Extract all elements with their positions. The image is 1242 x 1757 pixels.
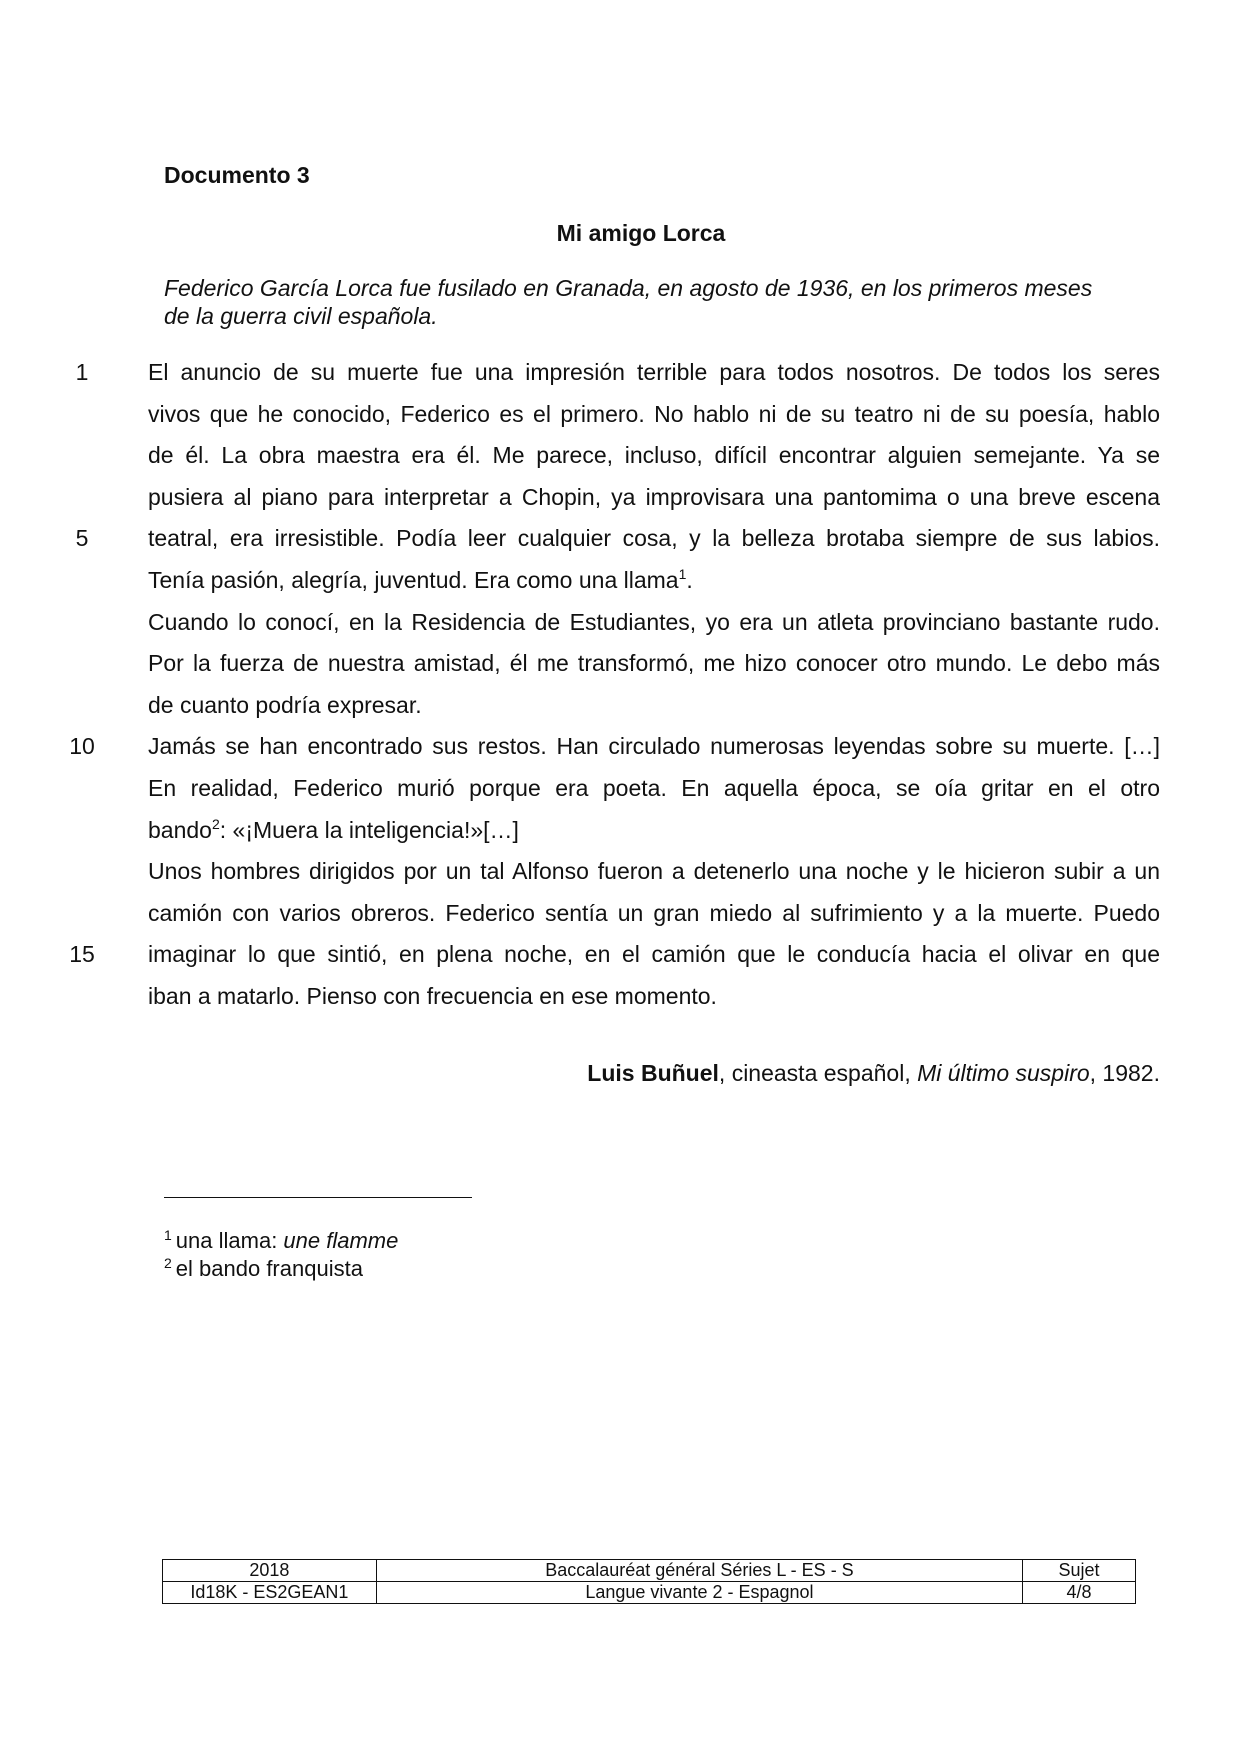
line-number: 15	[69, 941, 95, 968]
text-line	[148, 685, 1160, 727]
footnote-divider	[164, 1197, 472, 1198]
line-number: 10	[69, 733, 95, 760]
footnote-2	[164, 1255, 398, 1283]
text-line	[148, 477, 1160, 519]
line-text: camión con varios obreros. Federico sentía un gran miedo al sufrimiento y a la muerte. Puedo	[148, 899, 1160, 926]
text-line	[69, 726, 1160, 768]
footer-year: 2018	[163, 1560, 377, 1582]
line-text: vivos que he conocido, Federico es el primero. No hablo ni de su teatro ni de su poesía, hablo	[148, 400, 1160, 427]
line-text: imaginar lo que sintió, en plena noche, en el camión que le conducía hacia el olivar en que	[148, 941, 1160, 968]
footer-row	[163, 1560, 1136, 1582]
text-line	[69, 934, 1160, 976]
source-citation	[587, 1060, 1160, 1087]
text-line	[148, 810, 1160, 852]
footnote-1	[164, 1227, 398, 1255]
footnote-term: una llama:	[175, 1228, 284, 1253]
line-text: El anuncio de su muerte fue una impresión terrible para todos nosotros. De todos los seres	[148, 359, 1160, 385]
line-text	[148, 560, 1160, 602]
line-text: de cuanto podría expresar.	[148, 691, 422, 718]
text-line	[148, 560, 1160, 602]
text-line	[75, 518, 1160, 560]
footnote-number: 2	[164, 1255, 172, 1271]
line-text: Cuando lo conocí, en la Residencia de Estudiantes, yo era un atleta provinciano bastante rudo.	[148, 608, 1160, 635]
line-number: 5	[75, 525, 89, 552]
line-text-part: Tenía pasión, alegría, juventud. Era como una llama	[148, 566, 679, 593]
footer-exam: Baccalauréat général Séries L - ES - S	[376, 1560, 1022, 1582]
footnote-ref-1: 1	[678, 565, 687, 582]
line-number: 1	[75, 359, 89, 385]
source-work: Mi último suspiro	[917, 1060, 1090, 1086]
text-line	[148, 768, 1160, 810]
line-text	[148, 810, 1160, 852]
document-label: Documento 3	[164, 162, 310, 188]
intro-text: Federico García Lorca fue fusilado en Granada, en agosto de 1936, en los primeros meses de la guerra civil española.	[164, 275, 1093, 329]
text-line	[148, 394, 1160, 436]
line-text-part: .	[686, 566, 693, 593]
footer-row	[163, 1582, 1136, 1604]
line-text: pusiera al piano para interpretar a Chopin, ya improvisara una pantomima o una breve escena	[148, 483, 1160, 510]
source-year: , 1982.	[1089, 1060, 1160, 1086]
text-line	[148, 602, 1160, 644]
footer-type: Sujet	[1023, 1560, 1136, 1582]
line-text: Unos hombres dirigidos por un tal Alfonso fueron a detenerlo una noche y le hicieron subir a un	[148, 858, 1160, 885]
text-line	[148, 435, 1160, 477]
footer-page: 4/8	[1023, 1582, 1136, 1604]
line-text-part: : «¡Muera la inteligencia!»[…]	[219, 816, 519, 843]
text-line	[148, 893, 1160, 935]
source-role: , cineasta español,	[718, 1060, 918, 1086]
footer-code: Id18K - ES2GEAN1	[163, 1582, 377, 1604]
document-title: Mi amigo Lorca	[556, 220, 726, 246]
text-line	[148, 643, 1160, 685]
text-line	[75, 352, 1160, 394]
main-text	[69, 352, 1160, 1018]
line-text: de él. La obra maestra era él. Me parece, incluso, difícil encontrar alguien semejante. Ya se	[148, 442, 1160, 469]
source-author: Luis Buñuel	[587, 1060, 719, 1086]
footnote-term: el bando franquista	[175, 1256, 363, 1281]
text-line	[148, 976, 1160, 1018]
text-line	[148, 851, 1160, 893]
footer-subject: Langue vivante 2 - Espagnol	[376, 1582, 1022, 1604]
line-text: En realidad, Federico murió porque era poeta. En aquella época, se oía gritar en el otro	[148, 774, 1160, 801]
footnote-number: 1	[164, 1227, 172, 1243]
footnote-ref-2: 2	[211, 815, 220, 832]
line-text: Por la fuerza de nuestra amistad, él me transformó, me hizo conocer otro mundo. Le debo más	[148, 650, 1160, 677]
line-text-part: bando	[148, 816, 212, 843]
line-text: teatral, era irresistible. Podía leer cualquier cosa, y la belleza brotaba siempre de sus labios.	[148, 525, 1160, 552]
footer-table	[162, 1559, 1136, 1604]
line-text: Jamás se han encontrado sus restos. Han circulado numerosas leyendas sobre su muerte. […]	[148, 733, 1160, 760]
footnote-translation: une flamme	[283, 1228, 399, 1253]
footnotes	[164, 1227, 398, 1283]
line-text: iban a matarlo. Pienso con frecuencia en ese momento.	[148, 982, 717, 1009]
